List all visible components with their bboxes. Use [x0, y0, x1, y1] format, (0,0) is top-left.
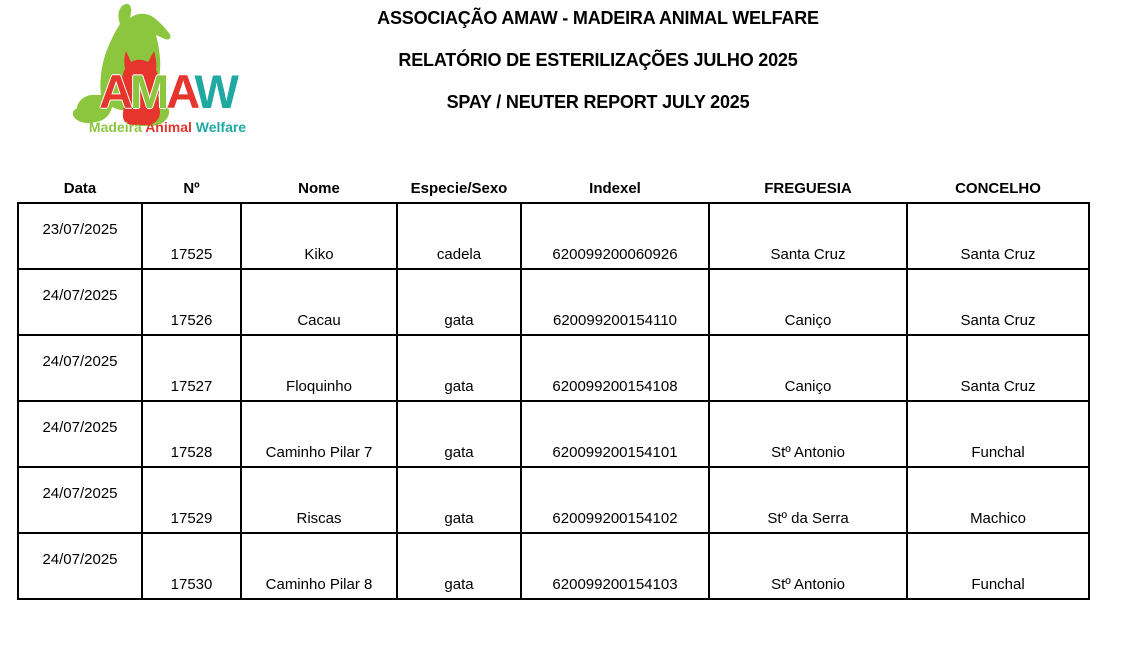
table-header	[18, 178, 1089, 203]
cell-indexel: 620099200060926	[521, 203, 709, 269]
col-header-especie: Especie/Sexo	[410, 180, 508, 197]
cell-especie_sexo: gata	[397, 401, 521, 467]
cell-indexel: 620099200154102	[521, 467, 709, 533]
cell-freguesia: Caniço	[709, 335, 907, 401]
col-header-indexel: Indexel	[589, 180, 641, 197]
cell-nome: Floquinho	[241, 335, 397, 401]
cell-concelho: Machico	[907, 467, 1089, 533]
cell-freguesia: Santa Cruz	[709, 203, 907, 269]
cell-data: 24/07/2025	[18, 533, 142, 599]
cell-numero: 17528	[142, 401, 241, 467]
col-header-numero: Nº	[183, 180, 200, 197]
cell-concelho: Funchal	[907, 533, 1089, 599]
cell-numero: 17529	[142, 467, 241, 533]
report-title-pt: RELATÓRIO DE ESTERILIZAÇÕES JULHO 2025	[398, 50, 798, 70]
cell-indexel: 620099200154103	[521, 533, 709, 599]
cell-data: 24/07/2025	[18, 269, 142, 335]
cell-nome: Caminho Pilar 8	[241, 533, 397, 599]
col-header-nome: Nome	[298, 180, 340, 197]
cell-indexel: 620099200154108	[521, 335, 709, 401]
cell-data: 23/07/2025	[18, 203, 142, 269]
sterilization-table	[17, 178, 1090, 600]
cell-concelho: Santa Cruz	[907, 269, 1089, 335]
cell-especie_sexo: cadela	[397, 203, 521, 269]
cell-concelho: Funchal	[907, 401, 1089, 467]
cell-nome: Cacau	[241, 269, 397, 335]
cell-indexel: 620099200154101	[521, 401, 709, 467]
logo-letter: A	[166, 65, 195, 118]
logo-letter: M	[130, 65, 167, 118]
table-row	[18, 467, 1089, 533]
table-row	[18, 203, 1089, 269]
table-row	[18, 401, 1089, 467]
logo-letter: A	[99, 65, 131, 118]
cell-freguesia: Stº Antonio	[709, 533, 907, 599]
logo-tagline	[70, 120, 265, 135]
cell-data: 24/07/2025	[18, 467, 142, 533]
cell-nome: Caminho Pilar 7	[241, 401, 397, 467]
col-header-freguesia: FREGUESIA	[764, 180, 852, 197]
cell-numero: 17526	[142, 269, 241, 335]
table-row	[18, 335, 1089, 401]
header-row	[18, 178, 1089, 203]
cell-concelho: Santa Cruz	[907, 203, 1089, 269]
col-header-concelho: CONCELHO	[955, 180, 1041, 197]
table-body	[18, 203, 1089, 599]
tagline-word: Animal	[141, 119, 192, 135]
cell-concelho: Santa Cruz	[907, 335, 1089, 401]
cell-numero: 17530	[142, 533, 241, 599]
tagline-word: Madeira	[88, 119, 142, 135]
report-title-en: SPAY / NEUTER REPORT JULY 2025	[446, 92, 750, 112]
cell-especie_sexo: gata	[397, 533, 521, 599]
cell-data: 24/07/2025	[18, 335, 142, 401]
tagline-word: Welfare	[191, 119, 247, 135]
cell-indexel: 620099200154110	[521, 269, 709, 335]
cell-data: 24/07/2025	[18, 401, 142, 467]
cell-numero: 17527	[142, 335, 241, 401]
cell-especie_sexo: gata	[397, 269, 521, 335]
cell-nome: Kiko	[241, 203, 397, 269]
col-header-data: Data	[63, 180, 97, 197]
cell-freguesia: Stº Antonio	[709, 401, 907, 467]
cell-especie_sexo: gata	[397, 335, 521, 401]
org-title: ASSOCIAÇÃO AMAW - MADEIRA ANIMAL WELFARE	[377, 8, 819, 28]
cell-freguesia: Caniço	[709, 269, 907, 335]
table-row	[18, 533, 1089, 599]
cell-nome: Riscas	[241, 467, 397, 533]
cell-numero: 17525	[142, 203, 241, 269]
cell-especie_sexo: gata	[397, 467, 521, 533]
cell-freguesia: Stº da Serra	[709, 467, 907, 533]
table-row	[18, 269, 1089, 335]
logo-letter: W	[194, 65, 236, 118]
